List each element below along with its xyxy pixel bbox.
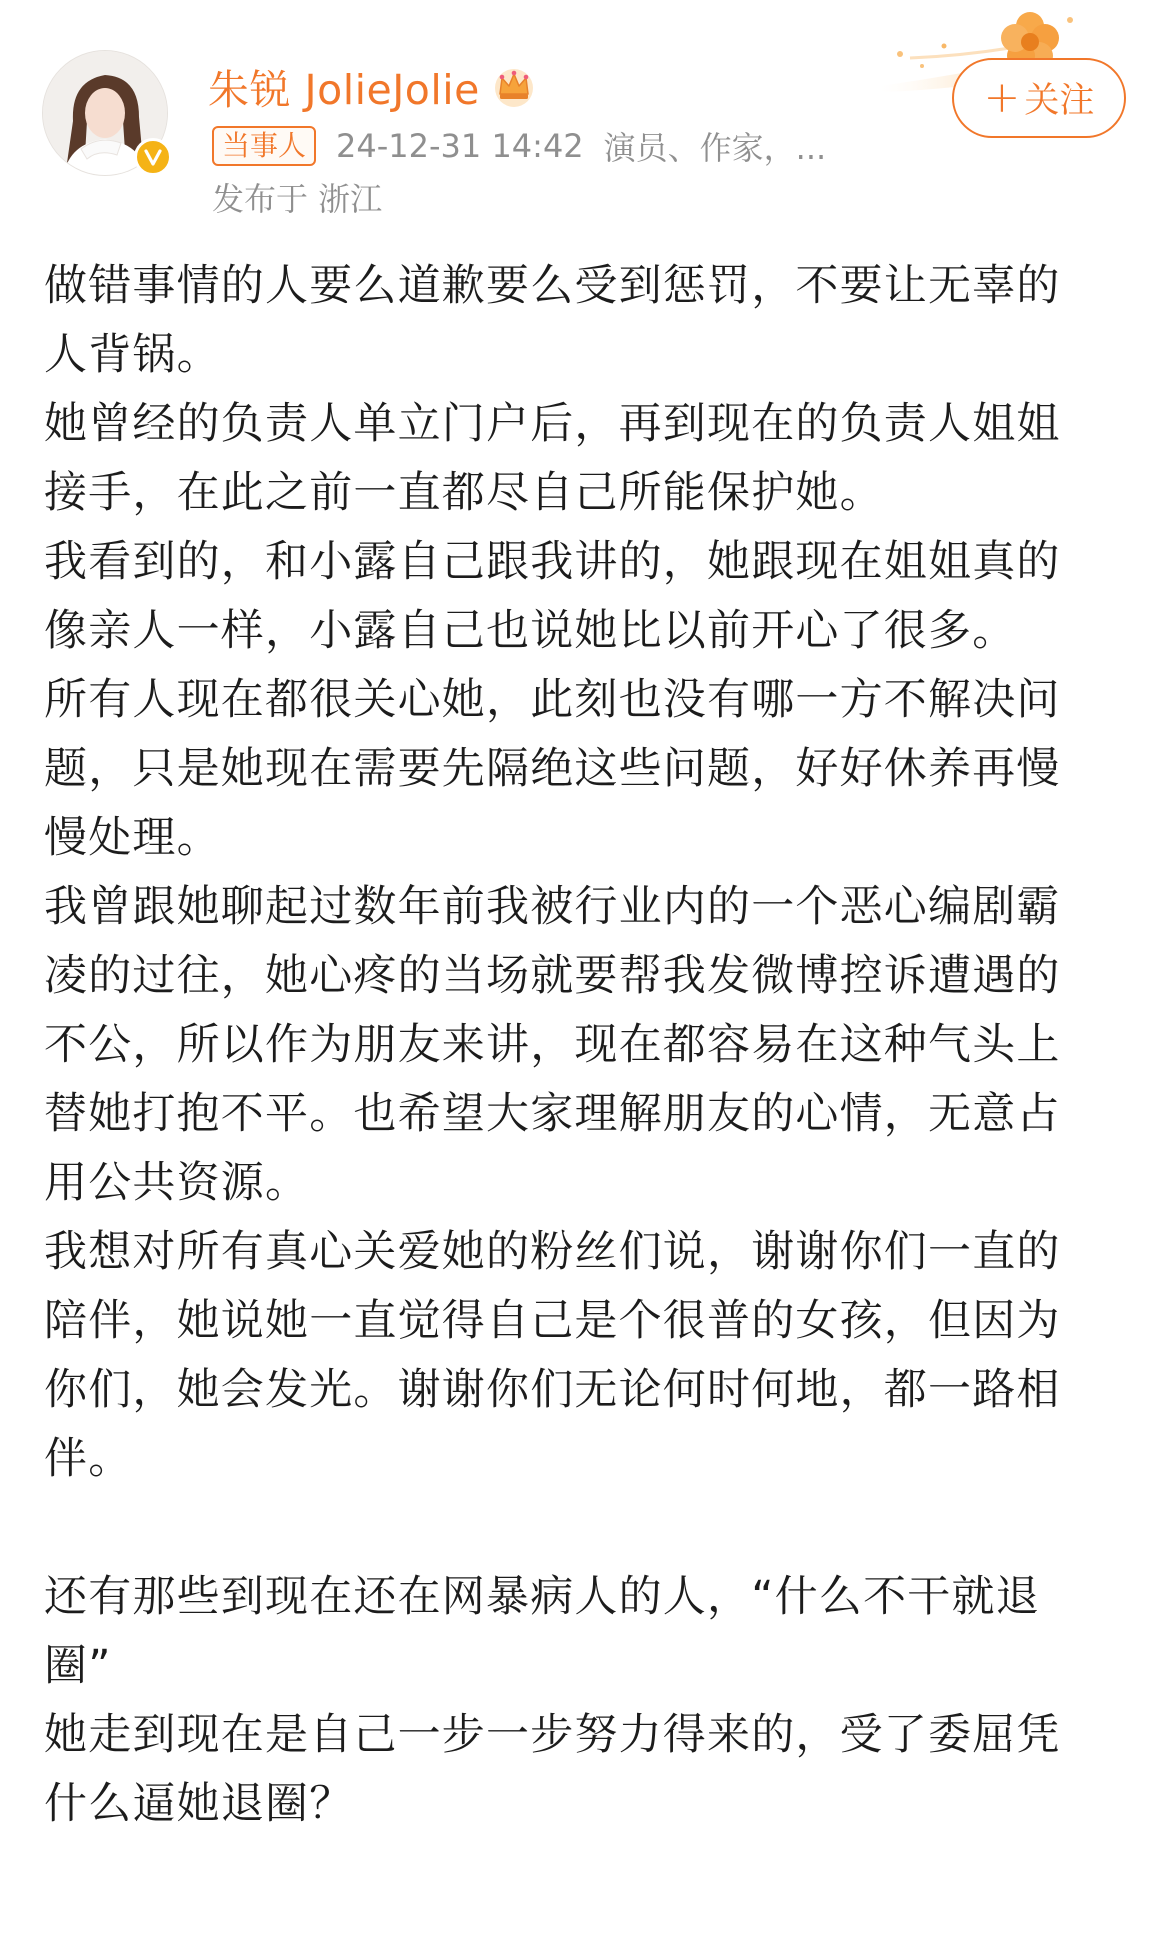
user-tagline: 演员、作家，... (603, 129, 827, 167)
verified-v-icon (134, 138, 172, 176)
avatar[interactable] (42, 50, 168, 176)
post-location: 发布于 浙江 (212, 180, 383, 218)
follow-button[interactable] (952, 58, 1126, 138)
username[interactable]: 朱锐 JolieJolie (208, 65, 480, 114)
post-paragraph: 我看到的，和小露自己跟我讲的，她跟现在姐姐真的像亲人一样，小露自己也说她比以前开心了很多。 (44, 537, 1061, 656)
status-badge: 当事人 (212, 126, 316, 166)
post-paragraph: 她曾经的负责人单立门户后，再到现在的负责人姐姐接手，在此之前一直都尽自己所能保护她。 (44, 399, 1061, 518)
post-paragraph: 她走到现在是自己一步一步努力得来的，受了委屈凭什么逼她退圈？ (44, 1710, 1061, 1829)
post-paragraph: 我想对所有真心关爱她的粉丝们说，谢谢你们一直的陪伴，她说她一直觉得自己是个很普的女孩，但因为你们，她会发光。谢谢你们无论何时何地，都一路相伴。 (44, 1227, 1061, 1484)
post-header (0, 0, 1170, 230)
meta-row (212, 124, 826, 168)
post-paragraph: 做错事情的人要么道歉要么受到惩罚，不要让无辜的人背锅。 (44, 261, 1061, 380)
username-row (208, 58, 538, 114)
post-content (44, 252, 1104, 1839)
crown-icon (490, 64, 538, 108)
post-timestamp: 24-12-31 14:42 (336, 127, 584, 165)
plus-icon: + (983, 72, 1021, 123)
follow-button-label: 关注 (1024, 81, 1095, 121)
post-paragraph: 我曾跟她聊起过数年前我被行业内的一个恶心编剧霸凌的过往，她心疼的当场就要帮我发微博控诉遭遇的不公，所以作为朋友来讲，现在都容易在这种气头上替她打抱不平。也希望大家理解朋友的心情，无意占用公共资源。 (44, 882, 1061, 1208)
post-paragraph: 还有那些到现在还在网暴病人的人，“什么不干就退圈” (44, 1572, 1040, 1691)
blank-line (44, 1494, 1104, 1563)
post-paragraph: 所有人现在都很关心她，此刻也没有哪一方不解决问题，只是她现在需要先隔绝这些问题，好好休养再慢慢处理。 (44, 675, 1061, 863)
